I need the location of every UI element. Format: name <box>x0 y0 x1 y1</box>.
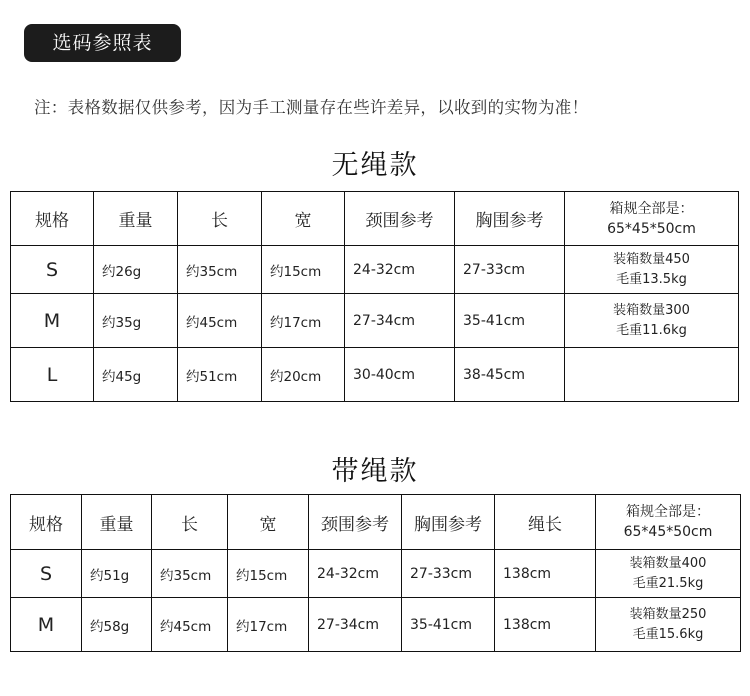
page-title-badge: 选码参照表 <box>24 24 181 62</box>
rope-length-cell: 138cm <box>495 598 596 652</box>
header-cell: 规格 <box>11 495 82 550</box>
length-cell: 约45cm <box>152 598 228 652</box>
header-cell: 重量 <box>94 192 178 246</box>
gross-weight: 毛重13.5kg <box>616 271 687 287</box>
length-cell: 约51cm <box>178 348 262 402</box>
chest-cell: 35-41cm <box>455 294 565 348</box>
size-cell: M <box>11 598 82 652</box>
length-cell: 约45cm <box>178 294 262 348</box>
weight-cell: 约45g <box>94 348 178 402</box>
neck-cell: 27-34cm <box>309 598 402 652</box>
size-cell: L <box>11 348 94 402</box>
neck-cell: 24-32cm <box>345 246 455 294</box>
header-cell: 宽 <box>262 192 345 246</box>
chest-cell: 38-45cm <box>455 348 565 402</box>
box-spec-header <box>596 495 741 550</box>
header-cell: 胸围参考 <box>455 192 565 246</box>
table-row <box>11 598 741 652</box>
pack-quantity: 装箱数量400 <box>629 555 707 571</box>
pack-cell <box>596 598 741 652</box>
gross-weight: 毛重21.5kg <box>632 575 704 591</box>
pack-cell <box>565 246 739 294</box>
size-cell: M <box>11 294 94 348</box>
neck-cell: 30-40cm <box>345 348 455 402</box>
box-spec-header <box>565 192 739 246</box>
size-table-no-rope <box>10 191 739 402</box>
box-spec-dimensions: 65*45*50cm <box>607 220 696 237</box>
header-cell: 绳长 <box>495 495 596 550</box>
table-row <box>11 294 739 348</box>
pack-cell <box>565 294 739 348</box>
pack-quantity: 装箱数量450 <box>613 251 690 267</box>
width-cell: 约15cm <box>228 550 309 598</box>
table-row <box>11 550 741 598</box>
box-spec-label: 箱规全部是： <box>626 504 710 520</box>
pack-cell <box>596 550 741 598</box>
header-cell: 颈围参考 <box>309 495 402 550</box>
header-cell: 颈围参考 <box>345 192 455 246</box>
header-cell: 胸围参考 <box>402 495 495 550</box>
width-cell: 约17cm <box>228 598 309 652</box>
gross-weight: 毛重15.6kg <box>632 626 704 642</box>
section-title-with-rope: 带绳款 <box>331 456 419 487</box>
width-cell: 约20cm <box>262 348 345 402</box>
weight-cell: 约51g <box>82 550 152 598</box>
chest-cell: 27-33cm <box>455 246 565 294</box>
table-header-row <box>11 192 739 246</box>
length-cell: 约35cm <box>152 550 228 598</box>
weight-cell: 约35g <box>94 294 178 348</box>
width-cell: 约15cm <box>262 246 345 294</box>
gross-weight: 毛重11.6kg <box>616 322 687 338</box>
header-cell: 长 <box>152 495 228 550</box>
box-spec-dimensions: 65*45*50cm <box>623 524 713 540</box>
box-spec-label: 箱规全部是： <box>609 200 694 217</box>
table-row <box>11 348 739 402</box>
pack-quantity: 装箱数量250 <box>629 606 707 622</box>
size-cell: S <box>11 246 94 294</box>
neck-cell: 27-34cm <box>345 294 455 348</box>
size-cell: S <box>11 550 82 598</box>
header-cell: 重量 <box>82 495 152 550</box>
header-cell: 宽 <box>228 495 309 550</box>
table-row <box>11 246 739 294</box>
pack-quantity: 装箱数量300 <box>613 302 690 318</box>
length-cell: 约35cm <box>178 246 262 294</box>
width-cell: 约17cm <box>262 294 345 348</box>
weight-cell: 约26g <box>94 246 178 294</box>
header-cell: 长 <box>178 192 262 246</box>
neck-cell: 24-32cm <box>309 550 402 598</box>
pack-cell <box>565 348 739 402</box>
section-title-no-rope: 无绳款 <box>331 150 419 181</box>
disclaimer-note: 注：表格数据仅供参考，因为手工测量存在些许差异，以收到的实物为准！ <box>34 98 589 117</box>
chest-cell: 35-41cm <box>402 598 495 652</box>
header-cell: 规格 <box>11 192 94 246</box>
weight-cell: 约58g <box>82 598 152 652</box>
chest-cell: 27-33cm <box>402 550 495 598</box>
size-table-with-rope <box>10 494 741 652</box>
table-header-row <box>11 495 741 550</box>
rope-length-cell: 138cm <box>495 550 596 598</box>
